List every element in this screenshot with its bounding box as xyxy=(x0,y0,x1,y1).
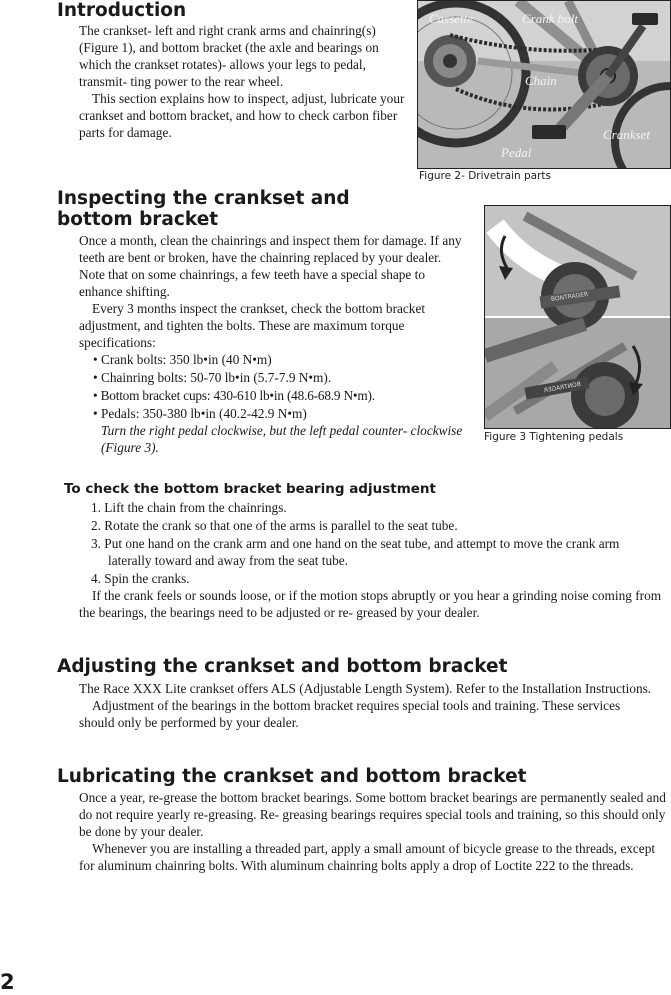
figure-2-drivetrain-photo xyxy=(417,0,671,169)
drivetrain-illustration xyxy=(418,1,670,168)
check-text xyxy=(79,499,669,621)
check-step: 3. Put one hand on the crank arm and one hand on the seat tube, and attempt to move the crank arm laterally toward and away from the seat tube. xyxy=(91,536,620,568)
torque-spec-item: • Pedals: 350-380 lb•in (40.2-42.9 N•m) xyxy=(93,406,307,421)
intro-paragraph-2: This section explains how to inspect, adjust, lubricate your crankset and bottom bracket, and how to check carbon fiber parts for damage. xyxy=(79,91,405,140)
torque-spec-item: • Crank bolts: 350 lb•in (40 N•m) xyxy=(93,352,272,367)
intro-heading: Introduction xyxy=(57,0,187,21)
check-step: 4. Spin the cranks. xyxy=(91,571,190,586)
adjust-paragraph-1: The Race XXX Lite crankset offers ALS (Adjustable Length System). Refer to the Installation Instructions. xyxy=(79,681,652,696)
label-cassette: Cassette xyxy=(429,11,474,26)
torque-spec-item: • Bottom bracket cups: 430-610 lb•in (48.6-68.9 N•m). xyxy=(93,388,375,403)
bontrager-logo-top: BONTRAGER xyxy=(550,290,589,304)
inspect-heading-line-2: bottom bracket xyxy=(57,209,219,230)
label-pedal: Pedal xyxy=(501,145,532,160)
lube-heading: Lubricating the crankset and bottom bracket xyxy=(57,766,527,787)
tightening-pedals-illustration xyxy=(485,206,670,428)
adjust-paragraph-2: Adjustment of the bearings in the bottom bracket requires special tools and training. These services should only be performed by your dealer. xyxy=(79,698,621,730)
figure-3-caption: Figure 3 Tightening pedals xyxy=(484,431,624,443)
check-step: 2. Rotate the crank so that one of the arms is parallel to the seat tube. xyxy=(91,518,458,533)
pedal-direction-note: Turn the right pedal clockwise, but the left pedal counter- clockwise (Figure 3). xyxy=(101,423,463,455)
adjust-heading: Adjusting the crankset and bottom bracket xyxy=(57,656,508,677)
check-heading: To check the bottom bracket bearing adjustment xyxy=(64,481,436,497)
label-crankset: Crankset xyxy=(603,127,650,142)
torque-spec-item: • Chainring bolts: 50-70 lb•in (5.7-7.9 N•m). xyxy=(93,370,332,385)
bontrager-logo-bottom: BONTRAGER xyxy=(543,380,582,395)
label-crank-bolt: Crank bolt xyxy=(522,11,578,26)
adjust-text xyxy=(79,680,669,731)
figure-3-tightening-pedals-photo xyxy=(484,205,671,429)
inspect-heading xyxy=(57,188,350,230)
check-steps-list xyxy=(79,499,661,587)
lube-paragraph-1: Once a year, re-grease the bottom bracket bearings. Some bottom bracket bearings are permanently sealed and do not require yearly re-greasing. Re- greasing bearings requires special tools and training, so this should only be done by your dealer. xyxy=(79,790,666,839)
check-conclusion-paragraph: If the crank feels or sounds loose, or if the motion stops abruptly or you hear a grinding noise coming from the bearings, the bearings need to be adjusted or re- greased by your dealer. xyxy=(79,588,662,620)
lube-text xyxy=(79,789,671,874)
figure-2-caption: Figure 2- Drivetrain parts xyxy=(419,170,551,182)
lube-paragraph-2: Whenever you are installing a threaded part, apply a small amount of bicycle grease to the threads, except for aluminum chainring bolts. With aluminum chainring bolts apply a drop of Loctite 222 to the threads. xyxy=(79,841,656,873)
inspect-paragraph-2: Every 3 months inspect the crankset, check the bottom bracket adjustment, and tighten the bolts. These are maximum torque specifications: xyxy=(79,301,426,350)
inspect-paragraph-1: Once a month, clean the chainrings and inspect them for damage. If any teeth are bent or broken, have the chainring replaced by your dealer. Note that on some chainrings, a few teeth have a special shape to enhance shifting. xyxy=(79,233,462,299)
page-number: 2 xyxy=(0,970,15,994)
check-step: 1. Lift the chain from the chainrings. xyxy=(91,500,287,515)
inspect-heading-line-1: Inspecting the crankset and xyxy=(57,188,350,209)
intro-text xyxy=(79,22,409,141)
inspect-text xyxy=(79,232,471,456)
intro-paragraph-1: The crankset- left and right crank arms and chainring(s) (Figure 1), and bottom bracket (the axle and bearings on which the crankset rotates)- allows your legs to pedal, transmit- ting power to the rear wheel. xyxy=(79,23,379,89)
torque-spec-list xyxy=(79,351,471,422)
label-chain: Chain xyxy=(525,73,557,88)
